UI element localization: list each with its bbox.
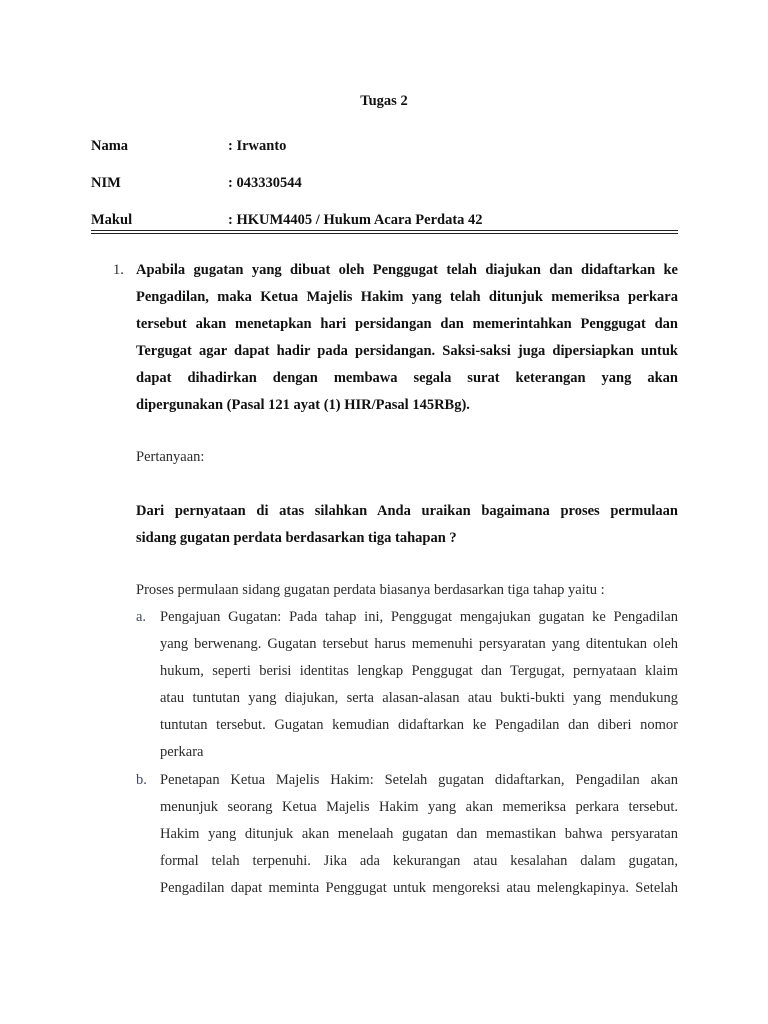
step-a-line: atau tuntutan yang diajukan, serta alasan-alasan atau bukti-bukti yang mendukung: [160, 690, 678, 706]
step-b-paragraph: [160, 767, 678, 902]
list-marker-b: b.: [136, 772, 147, 788]
step-a-line: hukum, seperti berisi identitas lengkap Penggugat dan Tergugat, pernyataan klaim: [160, 663, 678, 679]
step-a-paragraph: [160, 604, 678, 766]
nim-value: : 043330544: [228, 175, 302, 191]
name-label: Nama: [91, 138, 129, 154]
question-line: sidang gugatan perdata berdasarkan tiga tahapan ?: [136, 530, 457, 546]
question-line: Dari pernyataan di atas silahkan Anda uraikan bagaimana proses permulaan: [136, 503, 678, 519]
step-a-line: tuntutan tersebut. Gugatan kemudian didaftarkan ke Pengadilan dan diberi nomor: [160, 717, 678, 733]
answer-intro: Proses permulaan sidang gugatan perdata biasanya berdasarkan tiga tahap yaitu :: [136, 582, 605, 598]
step-a-line: perkara: [160, 744, 204, 760]
step-b-line: Penetapan Ketua Majelis Hakim: Setelah gugatan didaftarkan, Pengadilan akan: [160, 772, 678, 788]
step-b-line: Pengadilan dapat meminta Penggugat untuk mengoreksi atau melengkapinya. Setelah: [160, 880, 678, 896]
item1-paragraph: [136, 257, 678, 419]
question-label: Pertanyaan:: [136, 449, 205, 465]
document-title: Tugas 2: [360, 93, 408, 109]
step-a-line: yang berwenang. Gugatan tersebut harus memenuhi persyaratan yang ditentukan oleh: [160, 636, 678, 652]
nim-label: NIM: [91, 175, 121, 191]
item1-line: dapat dihadirkan dengan membawa segala surat keterangan yang akan: [136, 370, 678, 386]
item1-line: tersebut akan menetapkan hari persidangan dan memerintahkan Penggugat dan: [136, 316, 678, 332]
item1-line: Tergugat agar dapat hadir pada persidangan. Saksi-saksi juga dipersiapkan untuk: [136, 343, 678, 359]
list-marker-a: a.: [136, 609, 147, 625]
item1-line: dipergunakan (Pasal 121 ayat (1) HIR/Pasal 145RBg).: [136, 397, 470, 413]
step-b-line: Hakim yang ditunjuk akan menelaah gugatan dan memastikan bahwa persyaratan: [160, 826, 678, 842]
double-divider: [91, 230, 678, 234]
item1-line: Apabila gugatan yang dibuat oleh Penggugat telah diajukan dan didaftarkan ke: [136, 262, 678, 278]
course-label: Makul: [91, 212, 133, 228]
step-b-line: menunjuk seorang Ketua Majelis Hakim yang akan memeriksa perkara tersebut.: [160, 799, 678, 815]
course-value: : HKUM4405 / Hukum Acara Perdata 42: [228, 212, 483, 228]
item-number: 1.: [113, 262, 124, 278]
item1-line: Pengadilan, maka Ketua Majelis Hakim yang telah ditunjuk memeriksa perkara: [136, 289, 678, 305]
step-b-line: formal telah terpenuhi. Jika ada kekurangan atau kesalahan dalam gugatan,: [160, 853, 678, 869]
name-value: : Irwanto: [228, 138, 287, 154]
step-a-line: Pengajuan Gugatan: Pada tahap ini, Penggugat mengajukan gugatan ke Pengadilan: [160, 609, 678, 625]
question-paragraph: [136, 498, 678, 552]
